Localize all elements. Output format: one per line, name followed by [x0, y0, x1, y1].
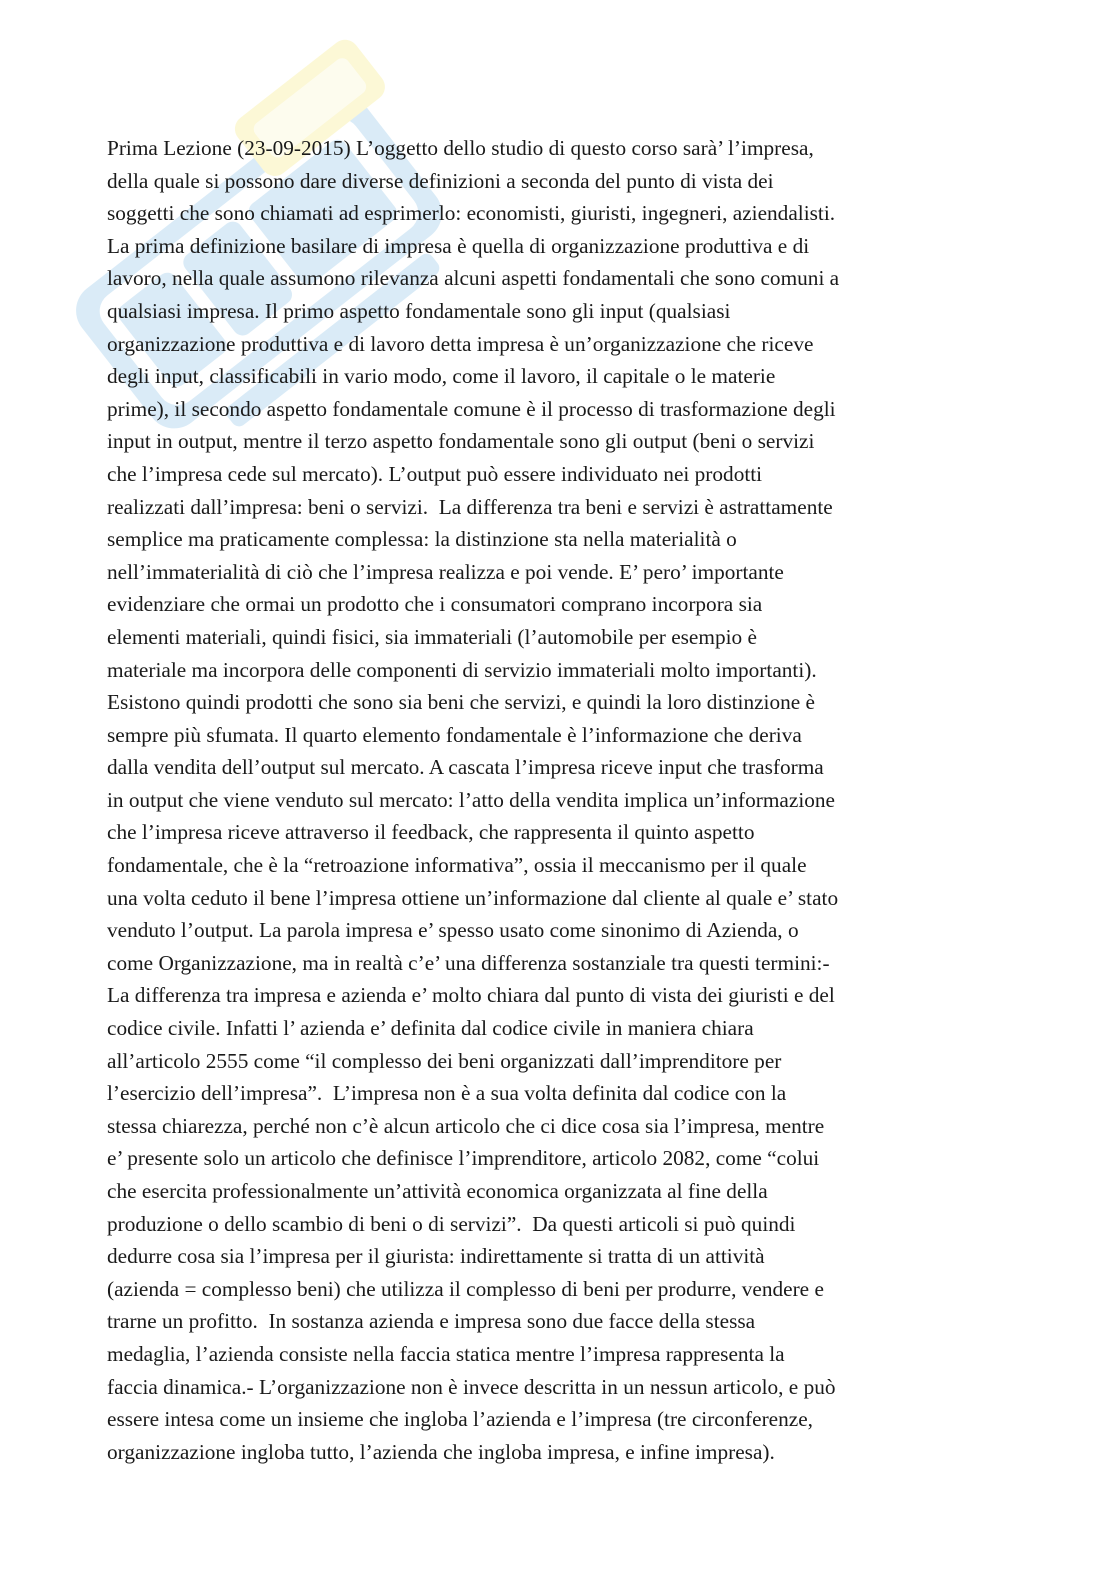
text-line: elementi materiali, quindi fisici, sia immateriali (l’automobile per esempio è [107, 624, 757, 649]
text-line: organizzazione produttiva e di lavoro detta impresa è un’organizzazione che riceve [107, 331, 814, 356]
text-line: Prima Lezione (23-09-2015) L’oggetto dello studio di questo corso sarà’ l’impresa, [107, 136, 814, 160]
text-line: trarne un profitto. In sostanza azienda e impresa sono due facce della stessa [107, 1309, 756, 1334]
text-line: prime), il secondo aspetto fondamentale comune è il processo di trasformazione degli [107, 396, 836, 421]
lesson-text [107, 132, 1007, 1468]
text-line: che esercita professionalmente un’attività economica organizzata al fine della [107, 1179, 768, 1203]
text-line: che l’impresa cede sul mercato). L’output può essere individuato nei prodotti [107, 461, 763, 486]
text-line: semplice ma praticamente complessa: la distinzione sta nella materialità o [107, 527, 737, 552]
text-line: evidenziare che ormai un prodotto che i consumatori comprano incorpora sia [107, 592, 763, 617]
text-line: stessa chiarezza, perché non c’è alcun articolo che ci dice cosa sia l’impresa, mentre [107, 1113, 825, 1138]
text-line: venduto l’output. La parola impresa e’ spesso usato come sinonimo di Azienda, o [107, 918, 799, 943]
text-line: dalla vendita dell’output sul mercato. A cascata l’impresa riceve input che trasforma [107, 755, 824, 780]
text-line: in output che viene venduto sul mercato: l’atto della vendita implica un’informazione [107, 787, 836, 812]
text-line: una volta ceduto il bene l’impresa ottiene un’informazione dal cliente al quale e’ stato [107, 885, 839, 910]
text-line: dedurre cosa sia l’impresa per il giurista: indirettamente si tratta di un attività [107, 1244, 765, 1269]
text-line: che l’impresa riceve attraverso il feedback, che rappresenta il quinto aspetto [107, 820, 755, 845]
text-line: medaglia, l’azienda consiste nella faccia statica mentre l’impresa rappresenta la [107, 1341, 785, 1366]
text-line: sempre più sfumata. Il quarto elemento fondamentale è l’informazione che deriva [107, 722, 802, 747]
text-line: organizzazione ingloba tutto, l’azienda che ingloba impresa, e infine impresa). [107, 1439, 775, 1464]
text-line: realizzati dall’impresa: beni o servizi. La differenza tra beni e servizi è astrattamente [107, 494, 833, 519]
text-line: l’esercizio dell’impresa”. L’impresa non è a sua volta definita dal codice con la [107, 1081, 787, 1106]
text-line: qualsiasi impresa. Il primo aspetto fondamentale sono gli input (qualsiasi [107, 298, 731, 323]
text-line: degli input, classificabili in vario modo, come il lavoro, il capitale o le materie [107, 364, 776, 389]
text-line: materiale ma incorpora delle componenti di servizio immateriali molto importanti). [107, 657, 817, 682]
text-line: La prima definizione basilare di impresa è quella di organizzazione produttiva e di [107, 233, 810, 258]
text-line: e’ presente solo un articolo che definisce l’imprenditore, articolo 2082, come “colui [107, 1146, 820, 1171]
text-line: (azienda = complesso beni) che utilizza il complesso di beni per produrre, vendere e [107, 1276, 824, 1301]
text-line: faccia dinamica.- L’organizzazione non è invece descritta in un nessun articolo, e può [107, 1374, 836, 1399]
text-line: produzione o dello scambio di beni o di servizi”. Da questi articoli si può quindi [107, 1211, 796, 1236]
text-line: input in output, mentre il terzo aspetto fondamentale sono gli output (beni o servizi [107, 429, 815, 454]
text-line: lavoro, nella quale assumono rilevanza alcuni aspetti fondamentali che sono comuni a [107, 266, 840, 291]
text-line: soggetti che sono chiamati ad esprimerlo: economisti, giuristi, ingegneri, aziendalisti. [107, 201, 836, 226]
text-line: della quale si possono dare diverse definizioni a seconda del punto di vista dei [107, 168, 774, 193]
text-line: fondamentale, che è la “retroazione informativa”, ossia il meccanismo per il quale [107, 853, 807, 878]
text-line: La differenza tra impresa e azienda e’ molto chiara dal punto di vista dei giuristi e del [107, 983, 835, 1008]
text-line: essere intesa come un insieme che ingloba l’azienda e l’impresa (tre circonferenze, [107, 1407, 814, 1432]
text-line: codice civile. Infatti l’ azienda e’ definita dal codice civile in maniera chiara [107, 1016, 754, 1041]
text-line: nell’immaterialità di ciò che l’impresa realizza e poi vende. E’ pero’ importante [107, 559, 784, 584]
text-line: all’articolo 2555 come “il complesso dei beni organizzati dall’imprenditore per [107, 1048, 782, 1073]
text-line: come Organizzazione, ma in realtà c’e’ una differenza sostanziale tra questi termini:- [107, 950, 830, 975]
text-line: Esistono quindi prodotti che sono sia beni che servizi, e quindi la loro distinzione è [107, 690, 815, 715]
